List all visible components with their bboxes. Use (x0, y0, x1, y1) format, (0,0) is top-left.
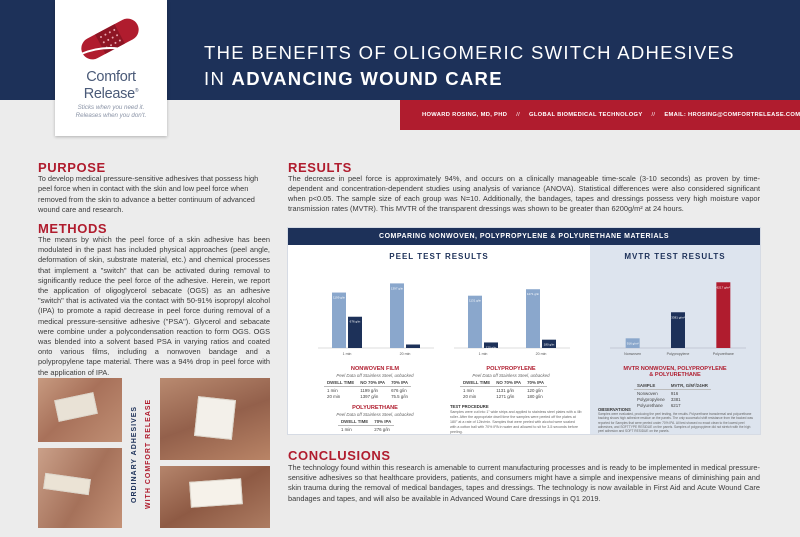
table-cell: Polyurethane (637, 402, 663, 408)
table-cell: 20 min (327, 393, 341, 399)
table-cell: 1199 g/in (360, 387, 378, 393)
tick-label: Polypropylene (666, 352, 690, 356)
table-cell: 6217 (670, 402, 681, 408)
table-row (460, 387, 547, 394)
polyurethane-table (338, 419, 394, 432)
polyurethane-title: POLYURETHANE (352, 405, 398, 411)
table-cell: Polypropylene (637, 396, 665, 402)
table-cell: 1 min (341, 426, 352, 432)
observations-heading: OBSERVATIONS (598, 407, 631, 412)
mvtr-title-line-1: MVTR NONWOVEN, POLYPROPYLENE (623, 366, 727, 372)
polypropylene-peel-chart (448, 270, 574, 360)
label-ordinary-adhesives: ORDINARY ADHESIVES (131, 405, 138, 503)
col-header: DWELL TIME (324, 380, 357, 387)
mvtr-title-line-2: & POLYURETHANE (649, 372, 701, 378)
tick-label: 1 min (342, 352, 352, 356)
author-bar (400, 100, 800, 130)
logo-name-line-1: Comfort (86, 69, 136, 85)
bar-label: 1199 g/in (332, 295, 346, 300)
table-row (338, 426, 394, 433)
bar-label: 6217 g/m² (716, 285, 731, 290)
logo (55, 0, 167, 136)
table-cell: 120 g/in (527, 387, 543, 393)
label-with-comfort-release: WITH COMFORT RELEASE (145, 398, 152, 510)
test-procedure-heading: TEST PROCEDURE (450, 404, 489, 409)
bar-label: 1271 g/in (526, 292, 540, 297)
author-email: EMAIL: HROSING@COMFORTRELEASE.COM (664, 112, 800, 118)
methods-heading: METHODS (38, 221, 108, 236)
bar-label: 3381 g/m² (671, 315, 685, 320)
table-cell: 3381 (670, 396, 681, 402)
table-cell: 1271 g/in (496, 393, 515, 399)
col-header: DWELL TIME (338, 419, 371, 426)
nonwoven-table (324, 380, 411, 399)
table-cell: 1 min (463, 387, 474, 393)
bar-label: 120 g/in (485, 345, 497, 350)
registered-mark: ® (134, 88, 139, 94)
photo-ordinary-1 (38, 378, 122, 442)
col-header: DWELL TIME (460, 380, 493, 387)
col-header: 70% IPA (371, 419, 394, 426)
table-row (634, 390, 711, 397)
tagline-line-2: Releases when you don't. (75, 112, 147, 119)
logo-wordmark (59, 70, 163, 101)
author-organization: GLOBAL BIOMEDICAL TECHNOLOGY (529, 112, 643, 118)
col-header: NO 70% IPA (493, 380, 524, 387)
observations (598, 408, 754, 433)
table-cell: Nonwoven (637, 390, 658, 396)
table-cell: 20 min (463, 393, 477, 399)
photo-comfort-release-1 (160, 378, 270, 460)
bar-label: 916 g/m² (626, 341, 639, 346)
tick-label: 20 min (399, 352, 411, 356)
table-cell: 676 g/in (391, 387, 407, 393)
observations-text: Samples were evaluated, producing the peel testing, the results. Polyurethane transdermal and polyurethane backing shows high adhesive residue on the panels. The only successful shift resistance from the backed was reported for Samples that were peeled under 70% IPA. All test showed no exact clean to the lowest peel adhesives, and SOFTTYPE RESIDUE on the panels. Samples of polypropylene did not stretch with the high peel adhesion and SOFT RESIDUE on the panels. (598, 412, 753, 434)
col-header: MVTR, G/M²/24HR (668, 383, 711, 390)
polypropylene-subtitle: Peel Data off Stainless Steel, unbacked (472, 373, 550, 378)
tick-label: Nonwoven (624, 352, 642, 356)
tick-label: Polyurethane (712, 352, 734, 356)
bar-label: 1131 g/in (468, 298, 482, 303)
polyurethane-subtitle: Peel Data off Stainless Steel, unbacked (336, 412, 414, 417)
table-cell: 1 min (327, 387, 338, 393)
bar-label: 1397 g/in (390, 286, 404, 291)
logo-name-release: Release (83, 85, 135, 102)
methods-text: The means by which the peel force of a skin adhesive has been modulated in the past has included physical approaches (peel angle, deformation of skin, substrate material, etc.) and chemical processes that implement a "switch" that can be activated during removal to significantly reduce the peel force of the adhesive. Herein, we report the application of oligoglycerol sebacate (OGS) as an adhesive "switch" that is activated via the contact with 50-91% isopropyl alcohol (IPA) to promote a rapid decrease in peel force during removal of a medical pressure-sensitive adhesive ("PSA"). Glycerol and sebacate were combine under a polycondensation reaction to form OGS. OGS was blended into a solvent based PSA in varying ratios and coated onto various films, including a nonwoven bandage and a polypropylene tape material. There was a 94% drop in peel force with the application of IPA. (38, 235, 270, 377)
table-cell: 180 g/in (527, 393, 543, 399)
conclusions-text: The technology found within this research is amenable to current manufacturing processes and is ready to be implemented in medical pressure-sensitive adhesives so that healthcare providers, patients, and consumers might have a simple and inexpensive means of diminishing pain and skin trauma during the removal of medical bandages, tapes and dressings. The technology is now available in First Aid and Acute Wound Care bandages and tapes, and will also be available in Advanced Wound Care dressings in Q1 2019. (288, 463, 760, 503)
separator: // (651, 112, 656, 118)
bar (716, 282, 730, 348)
nonwoven-title: NONWOVEN FILM (350, 366, 400, 372)
comparison-panel (288, 228, 760, 434)
photo-comfort-release-2 (160, 466, 270, 528)
mvtr-chart (604, 270, 750, 360)
panel-heading: COMPARING NONWOVEN, POLYPROPYLENE & POLYURETHANE MATERIALS (288, 228, 760, 245)
comparison-photos (38, 378, 270, 528)
bar-label: 75.5 g/in (407, 347, 419, 352)
photo-ordinary-2 (38, 448, 122, 528)
mvtr-table-title (590, 366, 760, 378)
bandage-logo-icon (73, 14, 147, 64)
tick-label: 1 min (478, 352, 488, 356)
table-row (324, 393, 411, 399)
bar (526, 289, 540, 348)
table-cell: 75.5 g/in (391, 393, 408, 399)
col-header: SAMPLE (634, 383, 668, 390)
logo-name-line-2 (59, 84, 163, 101)
col-header: 70% IPA (524, 380, 547, 387)
table-cell: 1397 g/in (360, 393, 379, 399)
table-row (324, 387, 411, 394)
purpose-heading: PURPOSE (38, 160, 106, 175)
polypropylene-title: POLYPROPYLENE (486, 366, 536, 372)
col-header: NO 70% IPA (357, 380, 388, 387)
title-prefix: IN (204, 68, 232, 89)
separator: // (516, 112, 521, 118)
nonwoven-subtitle: Peel Data off Stainless Steel, unbacked (336, 373, 414, 378)
mvtr-test-heading: MVTR TEST RESULTS (624, 252, 726, 261)
results-heading: RESULTS (288, 160, 352, 175)
test-procedure (450, 404, 582, 435)
title-line-2 (204, 66, 784, 92)
bar (468, 296, 482, 348)
title-emphasis: ADVANCING WOUND CARE (231, 68, 503, 89)
bar (390, 283, 404, 348)
title-line-1: THE BENEFITS OF OLIGOMERIC SWITCH ADHESIVES (204, 42, 735, 63)
results-text: The decrease in peel force is approximately 94%, and occurs on a clinically manageable time-scale (3-10 seconds) as proven by time-dependent and concentration-dependent studies using analysis of variance (ANOVA). Statistical differences were also considered significant when p<0.05. The sample size of each group was N=10. Additionally, the bandages, tapes and dressings possess very high moisture vapor transmission rates (MVTR). This MVTR of the transparent dressings was shown to be greater than 6200g/m² at 24 hours. (288, 174, 760, 213)
logo-tagline (59, 104, 163, 120)
poster-title (204, 40, 784, 92)
table-cell: 276 g/in (374, 426, 390, 432)
bar-label: 180 g/in (543, 342, 555, 347)
purpose-text: To develop medical pressure-sensitive adhesives that possess high peel force when in contact with the skin and low peel force when removed from the skin to advance a better continuum of advanced wound care and research. (38, 174, 259, 215)
bar-label: 676 g/in (349, 319, 361, 324)
tick-label: 20 min (535, 352, 547, 356)
mvtr-table (634, 383, 711, 409)
nonwoven-peel-chart (312, 270, 438, 360)
col-header: 70% IPA (388, 380, 411, 387)
table-cell: 1131 g/in (496, 387, 514, 393)
peel-test-heading: PEEL TEST RESULTS (389, 252, 489, 261)
polypropylene-table (460, 380, 547, 399)
test-procedure-text: Samples were cut into 1" wide strips and applied to stainless steel plates with a 4lb roller. After the appropriate dwell time the samples were peeled off the plates at 180° at a rate of 12in/min. Samples that were peeled with alcohol were soaked with a cotton ball with 70% IPA in water and allowed to sit for 3-5 seconds before peeling. (450, 410, 582, 434)
conclusions-heading: CONCLUSIONS (288, 448, 391, 463)
table-row (460, 393, 547, 399)
table-cell: 916 (670, 390, 679, 396)
tagline-line-1: Sticks when you need it. (77, 104, 145, 111)
author-name: HOWARD ROSING, MD, PHD (422, 112, 508, 118)
bar (332, 293, 346, 348)
